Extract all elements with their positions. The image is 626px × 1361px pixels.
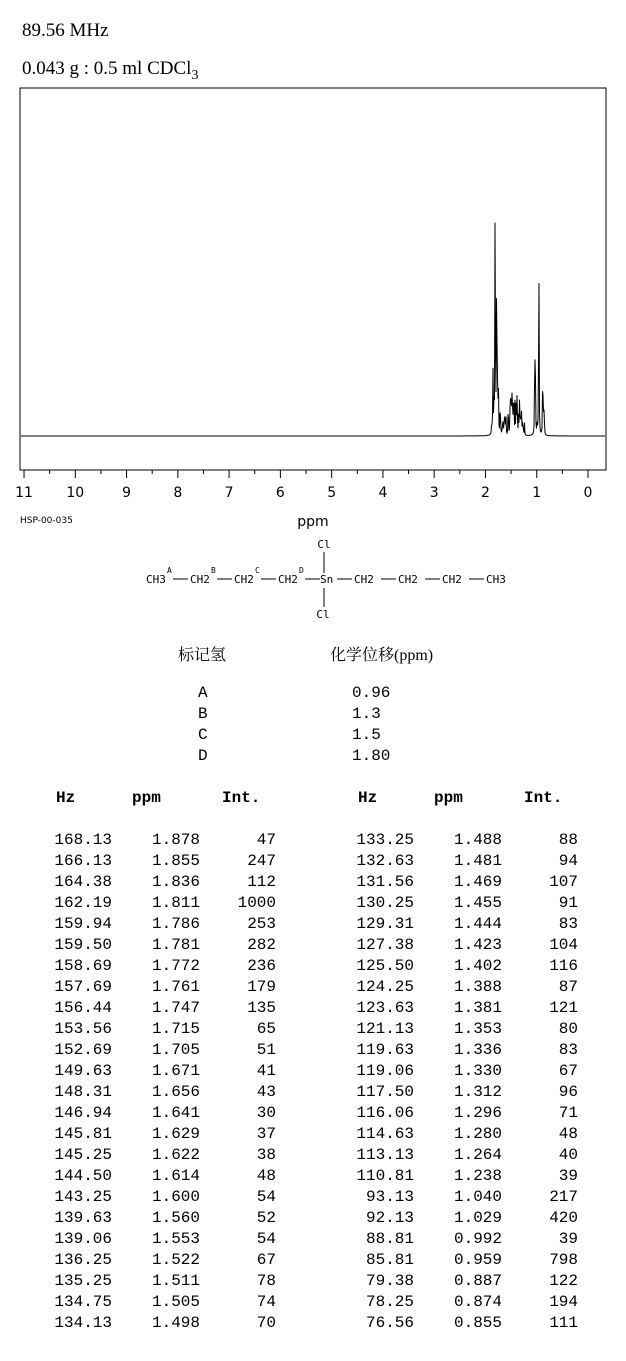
peak-table-cell-ppm: 1.761: [151, 978, 200, 996]
structure-group: CH2: [354, 573, 374, 586]
plot-frame: [20, 88, 606, 470]
peak-table-cell-hz: 119.63: [356, 1041, 414, 1059]
peak-table-cell-hz: 144.50: [54, 1167, 112, 1185]
peak-table-cell-intensity: 39: [558, 1230, 578, 1248]
peak-table-cell-intensity: 80: [558, 1020, 578, 1038]
peak-table-cell-ppm: 1.280: [453, 1125, 502, 1143]
peak-table-cell-hz: 152.69: [54, 1041, 112, 1059]
peak-table-cell-hz: 146.94: [54, 1104, 112, 1122]
peak-table-cell-intensity: 247: [247, 852, 276, 870]
peak-table-cell-ppm: 1.878: [151, 831, 200, 849]
x-tick-label: 11: [15, 485, 33, 501]
peak-table-cell-ppm: 1.855: [151, 852, 200, 870]
peak-table-cell-hz: 139.63: [54, 1209, 112, 1227]
peak-table-cell-hz: 124.25: [356, 978, 414, 996]
peak-table-cell-intensity: 48: [558, 1125, 578, 1143]
peak-table-cell-intensity: 91: [558, 894, 578, 912]
peak-table-cell-intensity: 121: [549, 999, 578, 1017]
x-tick-label: 0: [583, 485, 593, 501]
peak-table-cell-hz: 166.13: [54, 852, 112, 870]
x-tick-label: 10: [66, 485, 85, 501]
peak-table-cell-intensity: 71: [558, 1104, 578, 1122]
assignment-label: D: [198, 747, 208, 765]
peak-table-cell-ppm: 1.811: [151, 894, 200, 912]
peak-table-cell-ppm: 0.992: [453, 1230, 502, 1248]
peak-table-cell-hz: 133.25: [356, 831, 414, 849]
peak-table-cell-intensity: 38: [256, 1146, 276, 1164]
peak-table-cell-ppm: 0.887: [453, 1272, 502, 1290]
peak-table-cell-hz: 158.69: [54, 957, 112, 975]
peak-table-cell-hz: 153.56: [54, 1020, 112, 1038]
peak-table-cell-intensity: 67: [558, 1062, 578, 1080]
peak-table-cell-intensity: 83: [558, 915, 578, 933]
x-axis-label: ppm: [297, 514, 329, 530]
peak-table-header-hz: Hz: [358, 789, 378, 807]
sample-main: 0.043 g : 0.5 ml CDCl: [22, 58, 192, 79]
peak-table-cell-hz: 156.44: [54, 999, 112, 1017]
peak-table-cell-intensity: 48: [256, 1167, 276, 1185]
peak-table-cell-ppm: 1.786: [151, 915, 200, 933]
peak-table-cell-hz: 168.13: [54, 831, 112, 849]
peak-table-cell-hz: 145.25: [54, 1146, 112, 1164]
peak-table-cell-hz: 134.75: [54, 1293, 112, 1311]
peak-table-cell-ppm: 1.656: [151, 1083, 200, 1101]
peak-table-cell-ppm: 1.381: [453, 999, 502, 1017]
peak-table-cell-hz: 85.81: [365, 1251, 414, 1269]
peak-table-cell-ppm: 1.330: [453, 1062, 502, 1080]
peak-table-cell-hz: 134.13: [54, 1314, 112, 1332]
peak-table-cell-ppm: 1.040: [453, 1188, 502, 1206]
x-tick-label: 4: [378, 485, 388, 501]
peak-table-cell-ppm: 1.455: [453, 894, 502, 912]
tin-atom: Sn: [320, 573, 334, 586]
chlorine-top: Cl: [317, 538, 331, 551]
peak-table-cell-hz: 132.63: [356, 852, 414, 870]
nmr-spectrum-chart: [0, 0, 626, 535]
peak-table-cell-hz: 113.13: [356, 1146, 414, 1164]
peak-table-cell-hz: 125.50: [356, 957, 414, 975]
peak-table-cell-ppm: 0.874: [453, 1293, 502, 1311]
spectrum-trace: [21, 223, 605, 436]
peak-table-cell-hz: 117.50: [356, 1083, 414, 1101]
peak-table-cell-intensity: 52: [256, 1209, 276, 1227]
peak-table-cell-intensity: 107: [549, 873, 578, 891]
peak-table-cell-hz: 78.25: [365, 1293, 414, 1311]
peak-table-cell-ppm: 1.772: [151, 957, 200, 975]
x-tick-label: 1: [532, 485, 542, 501]
assignment-header-hydrogen: 标记氢: [178, 647, 227, 664]
structure-proton-label: D: [299, 566, 304, 575]
peak-table-cell-intensity: 96: [558, 1083, 578, 1101]
peak-table-cell-ppm: 1.388: [453, 978, 502, 996]
peak-table-cell-intensity: 111: [549, 1314, 578, 1332]
peak-table-cell-intensity: 78: [256, 1272, 276, 1290]
peak-table-cell-ppm: 1.264: [453, 1146, 502, 1164]
peak-table-cell-ppm: 1.671: [151, 1062, 200, 1080]
peak-table-cell-hz: 92.13: [365, 1209, 414, 1227]
peak-table-cell-ppm: 1.336: [453, 1041, 502, 1059]
peak-table-cell-intensity: 83: [558, 1041, 578, 1059]
peak-table-cell-ppm: 1.488: [453, 831, 502, 849]
peak-table-cell-ppm: 1.836: [151, 873, 200, 891]
peak-table-cell-intensity: 94: [558, 852, 578, 870]
spectrometer-frequency: 89.56 MHz: [22, 20, 109, 41]
assignment-label: C: [198, 726, 208, 744]
peak-table-cell-hz: 123.63: [356, 999, 414, 1017]
chlorine-bottom: Cl: [316, 608, 330, 621]
peak-table-cell-ppm: 1.522: [151, 1251, 200, 1269]
peak-table-cell-hz: 129.31: [356, 915, 414, 933]
peak-table-cell-ppm: 1.402: [453, 957, 502, 975]
peak-table-header-ppm: ppm: [434, 789, 463, 807]
peak-table-header-hz: Hz: [56, 789, 76, 807]
peak-table-cell-intensity: 1000: [237, 894, 276, 912]
peak-table-cell-intensity: 70: [256, 1314, 276, 1332]
peak-table-cell-hz: 135.25: [54, 1272, 112, 1290]
peak-table-header-intensity: Int.: [524, 789, 563, 807]
peak-table-cell-intensity: 798: [549, 1251, 578, 1269]
peak-table-cell-hz: 110.81: [356, 1167, 414, 1185]
structure-proton-label: B: [211, 566, 216, 575]
peak-table-cell-hz: 93.13: [365, 1188, 414, 1206]
x-tick-label: 9: [122, 485, 132, 501]
peak-table-cell-intensity: 122: [549, 1272, 578, 1290]
molecular-structure: [140, 535, 506, 625]
peak-table-cell-intensity: 67: [256, 1251, 276, 1269]
peak-table-cell-ppm: 0.855: [453, 1314, 502, 1332]
peak-table-cell-ppm: 1.715: [151, 1020, 200, 1038]
peak-table-cell-intensity: 74: [256, 1293, 276, 1311]
peak-table-cell-hz: 139.06: [54, 1230, 112, 1248]
structure-group: CH2: [278, 573, 298, 586]
peak-table-cell-hz: 131.56: [356, 873, 414, 891]
peak-table-cell-ppm: 1.296: [453, 1104, 502, 1122]
peak-table-cell-ppm: 1.560: [151, 1209, 200, 1227]
peak-table-cell-intensity: 179: [247, 978, 276, 996]
peak-table-cell-intensity: 135: [247, 999, 276, 1017]
assignment-label: A: [198, 684, 208, 702]
peak-table-cell-hz: 157.69: [54, 978, 112, 996]
peak-table-cell-intensity: 54: [256, 1230, 276, 1248]
sample-subscript: 3: [191, 67, 199, 83]
peak-table-cell-ppm: 1.444: [453, 915, 502, 933]
peak-table-cell-intensity: 282: [247, 936, 276, 954]
peak-table-cell-hz: 114.63: [356, 1125, 414, 1143]
peak-table-cell-ppm: 1.705: [151, 1041, 200, 1059]
assignment-shift: 1.5: [352, 726, 381, 744]
peak-table-cell-intensity: 116: [549, 957, 578, 975]
peak-table-cell-intensity: 236: [247, 957, 276, 975]
peak-table-cell-hz: 143.25: [54, 1188, 112, 1206]
peak-table-cell-hz: 76.56: [365, 1314, 414, 1332]
peak-table-header-intensity: Int.: [222, 789, 261, 807]
peak-table-cell-hz: 130.25: [356, 894, 414, 912]
peak-table-cell-intensity: 88: [558, 831, 578, 849]
assignment-header-shift: 化学位移(ppm): [330, 647, 434, 664]
peak-table-cell-intensity: 51: [256, 1041, 276, 1059]
peak-table-cell-intensity: 65: [256, 1020, 276, 1038]
x-axis-tick-labels: [15, 485, 592, 501]
peak-table-cell-intensity: 87: [558, 978, 578, 996]
peak-table-cell-intensity: 39: [558, 1167, 578, 1185]
structure-group: CH3: [486, 573, 506, 586]
peak-table-cell-ppm: 1.622: [151, 1146, 200, 1164]
peak-table-cell-ppm: 1.498: [151, 1314, 200, 1332]
peak-table-cell-ppm: 1.469: [453, 873, 502, 891]
peak-table-cell-ppm: 1.629: [151, 1125, 200, 1143]
peak-table-cell-intensity: 37: [256, 1125, 276, 1143]
peak-table-cell-hz: 164.38: [54, 873, 112, 891]
peak-table-cell-ppm: 1.029: [453, 1209, 502, 1227]
peak-table-cell-hz: 121.13: [356, 1020, 414, 1038]
assignment-shift: 1.80: [352, 747, 391, 765]
peak-table-cell-ppm: 1.423: [453, 936, 502, 954]
assignment-shift: 1.3: [352, 705, 381, 723]
peak-table-cell-intensity: 217: [549, 1188, 578, 1206]
x-axis-ticks: [24, 470, 588, 478]
peak-table-cell-hz: 116.06: [356, 1104, 414, 1122]
peak-table-cell-ppm: 1.747: [151, 999, 200, 1017]
peak-table-cell-intensity: 41: [256, 1062, 276, 1080]
peak-table-cell-intensity: 30: [256, 1104, 276, 1122]
peak-table-header-ppm: ppm: [132, 789, 161, 807]
peak-table-cell-ppm: 1.505: [151, 1293, 200, 1311]
peak-table-cell-ppm: 1.614: [151, 1167, 200, 1185]
assignment-label: B: [198, 705, 208, 723]
peak-table-cell-ppm: 1.641: [151, 1104, 200, 1122]
peak-table-cell-intensity: 194: [549, 1293, 578, 1311]
x-tick-label: 7: [224, 485, 234, 501]
structure-proton-label: A: [167, 566, 172, 575]
structure-group: CH2: [398, 573, 418, 586]
peak-table-cell-hz: 119.06: [356, 1062, 414, 1080]
peak-table-cell-ppm: 1.312: [453, 1083, 502, 1101]
structure-group: CH3: [146, 573, 166, 586]
peak-table-cell-hz: 79.38: [365, 1272, 414, 1290]
structure-group: CH2: [442, 573, 462, 586]
peak-table-cell-hz: 88.81: [365, 1230, 414, 1248]
spectrum-code: HSP-00-035: [20, 516, 73, 526]
x-tick-label: 5: [327, 485, 337, 501]
x-tick-label: 6: [275, 485, 285, 501]
peak-table-cell-intensity: 112: [247, 873, 276, 891]
peak-table-cell-ppm: 1.511: [151, 1272, 200, 1290]
peak-table-cell-hz: 162.19: [54, 894, 112, 912]
peak-table-cell-intensity: 420: [549, 1209, 578, 1227]
x-tick-label: 3: [429, 485, 439, 501]
structure-group: CH2: [190, 573, 210, 586]
peak-table-cell-hz: 159.94: [54, 915, 112, 933]
assignment-shift: 0.96: [352, 684, 391, 702]
peak-table-cell-ppm: 1.353: [453, 1020, 502, 1038]
peak-table-cell-ppm: 1.781: [151, 936, 200, 954]
peak-table-cell-ppm: 1.553: [151, 1230, 200, 1248]
peak-table-cell-intensity: 47: [256, 831, 276, 849]
peak-table-cell-hz: 136.25: [54, 1251, 112, 1269]
peak-table-cell-intensity: 104: [549, 936, 578, 954]
peak-table-cell-intensity: 54: [256, 1188, 276, 1206]
peak-table-cell-ppm: 1.481: [453, 852, 502, 870]
peak-table-cell-hz: 148.31: [54, 1083, 112, 1101]
peak-table-cell-ppm: 1.238: [453, 1167, 502, 1185]
peak-table-cell-ppm: 1.600: [151, 1188, 200, 1206]
peak-table-cell-hz: 149.63: [54, 1062, 112, 1080]
x-tick-label: 2: [480, 485, 490, 501]
peak-table-cell-intensity: 40: [558, 1146, 578, 1164]
structure-proton-label: C: [255, 566, 260, 575]
peak-table-cell-hz: 145.81: [54, 1125, 112, 1143]
x-tick-label: 8: [173, 485, 183, 501]
peak-table-cell-ppm: 0.959: [453, 1251, 502, 1269]
peak-table-cell-hz: 127.38: [356, 936, 414, 954]
peak-table-cell-intensity: 43: [256, 1083, 276, 1101]
peak-table-cell-hz: 159.50: [54, 936, 112, 954]
structure-group: CH2: [234, 573, 254, 586]
peak-table-cell-intensity: 253: [247, 915, 276, 933]
